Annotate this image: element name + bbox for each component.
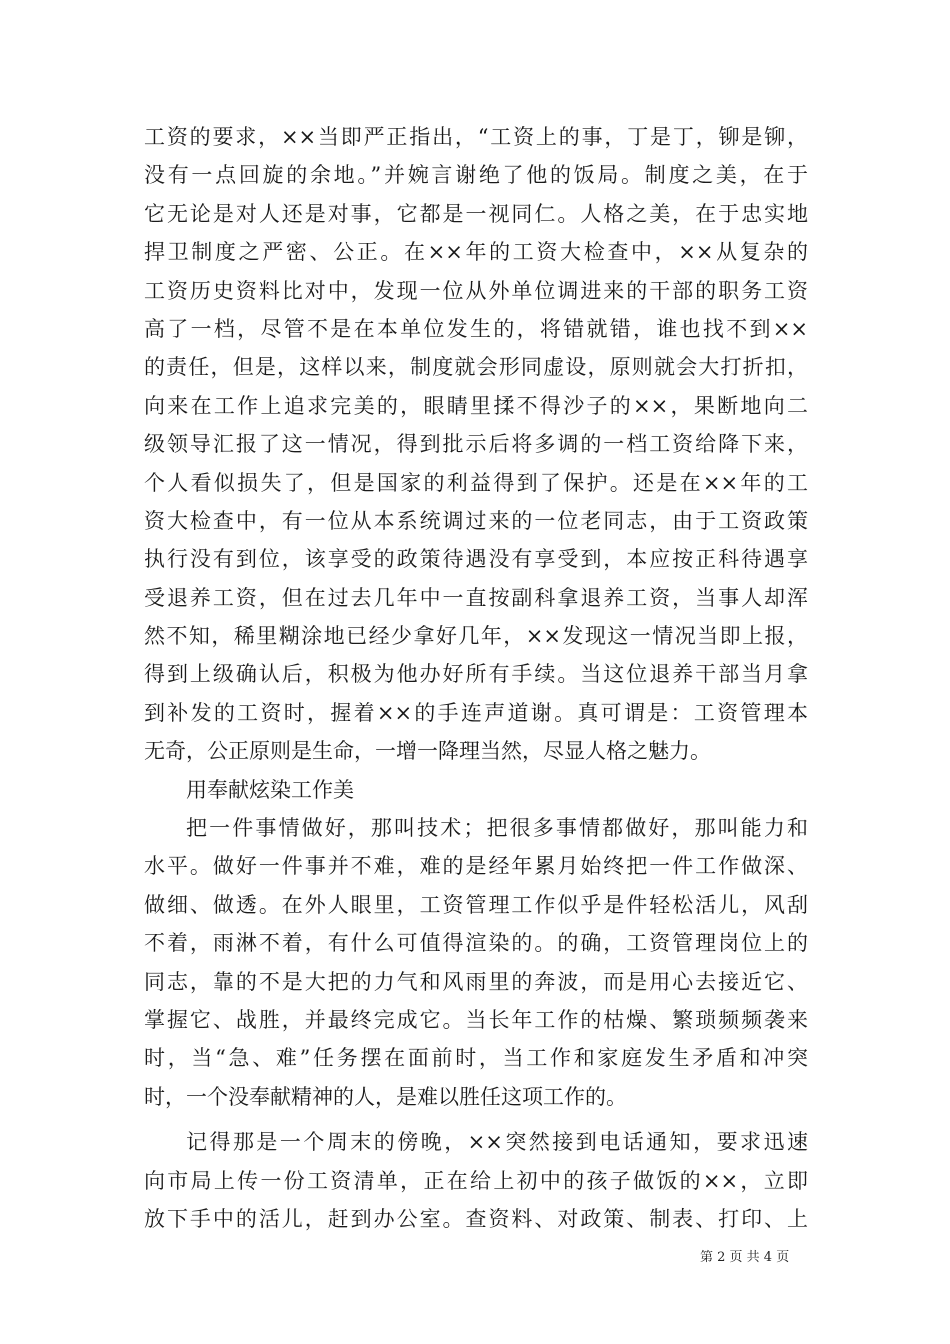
text-line: 捍卫制度之严密、公正。在××年的工资大检查中，××从复杂的 <box>144 240 808 265</box>
text-line: 向来在工作上追求完美的，眼睛里揉不得沙子的××，果断地向二 <box>144 393 808 418</box>
text-line: 无奇，公正原则是生命，一增一降理当然，尽显人格之魅力。 <box>144 739 711 764</box>
text-line: 个人看似损失了，但是国家的利益得到了保护。还是在××年的工 <box>144 470 808 495</box>
text-line: 时，一个没奉献精神的人，是难以胜任这项工作的。 <box>144 1084 627 1109</box>
text-line: 级领导汇报了这一情况，得到批示后将多调的一档工资给降下来， <box>144 432 808 457</box>
text-line: 时，当“急、难”任务摆在面前时，当工作和家庭发生矛盾和冲突 <box>144 1046 808 1071</box>
text-line: 它无论是对人还是对事，它都是一视同仁。人格之美，在于忠实地 <box>144 201 808 226</box>
text-line: 记得那是一个周末的傍晚，××突然接到电话通知，要求迅速 <box>186 1130 808 1155</box>
paragraph-spacing <box>144 1116 808 1123</box>
text-line: 资大检查中，有一位从本系统调过来的一位老同志，由于工资政策 <box>144 508 808 533</box>
text-line: 得到上级确认后，积极为他办好所有手续。当这位退养干部当月拿 <box>144 662 808 687</box>
text-line: 工资历史资料比对中，发现一位从外单位调进来的干部的职务工资 <box>144 278 808 303</box>
text-line: 放下手中的活儿，赶到办公室。查资料、对政策、制表、打印、上 <box>144 1206 808 1231</box>
text-line: 然不知，稀里糊涂地已经少拿好几年，××发现这一情况当即上报， <box>144 624 808 649</box>
text-line: 向市局上传一份工资清单，正在给上初中的孩子做饭的××，立即 <box>144 1168 808 1193</box>
text-line: 同志，靠的不是大把的力气和风雨里的奔波，而是用心去接近它、 <box>144 969 808 994</box>
text-line: 没有一点回旋的余地。”并婉言谢绝了他的饭局。制度之美，在于 <box>144 163 808 188</box>
text-line: 做细、做透。在外人眼里，工资管理工作似乎是件轻松活儿，风刮 <box>144 892 808 917</box>
text-line: 不着，雨淋不着，有什么可值得渲染的。的确，工资管理岗位上的 <box>144 931 808 956</box>
paragraph-3 <box>144 1123 808 1238</box>
page-number: 第 2 页 共 4 页 <box>700 1250 790 1265</box>
text-line: 水平。做好一件事并不难，难的是经年累月始终把一件工作做深、 <box>144 854 808 879</box>
text-line: 工资的要求，××当即严正指出，“工资上的事，丁是丁，铆是铆， <box>144 125 808 149</box>
text-line: 高了一档，尽管不是在本单位发生的，将错就错，谁也找不到×× <box>144 316 808 341</box>
text-line: 到补发的工资时，握着××的手连声道谢。真可谓是：工资管理本 <box>144 700 808 725</box>
text-line: 掌握它、战胜，并最终完成它。当长年工作的枯燥、繁琐频频袭来 <box>144 1007 808 1032</box>
paragraph-2 <box>144 809 808 1116</box>
section-heading: 用奉献炫染工作美 <box>186 777 354 802</box>
text-line: 把一件事情做好，那叫技术；把很多事情都做好，那叫能力和 <box>186 816 808 841</box>
document-body <box>144 118 808 1238</box>
text-line: 受退养工资，但在过去几年中一直按副科拿退养工资，当事人却浑 <box>144 585 808 610</box>
text-line: 的责任，但是，这样以来，制度就会形同虚设，原则就会大打折扣， <box>144 355 808 380</box>
text-line: 执行没有到位，该享受的政策待遇没有享受到，本应按正科待遇享 <box>144 547 808 572</box>
paragraph-1 <box>144 118 808 771</box>
